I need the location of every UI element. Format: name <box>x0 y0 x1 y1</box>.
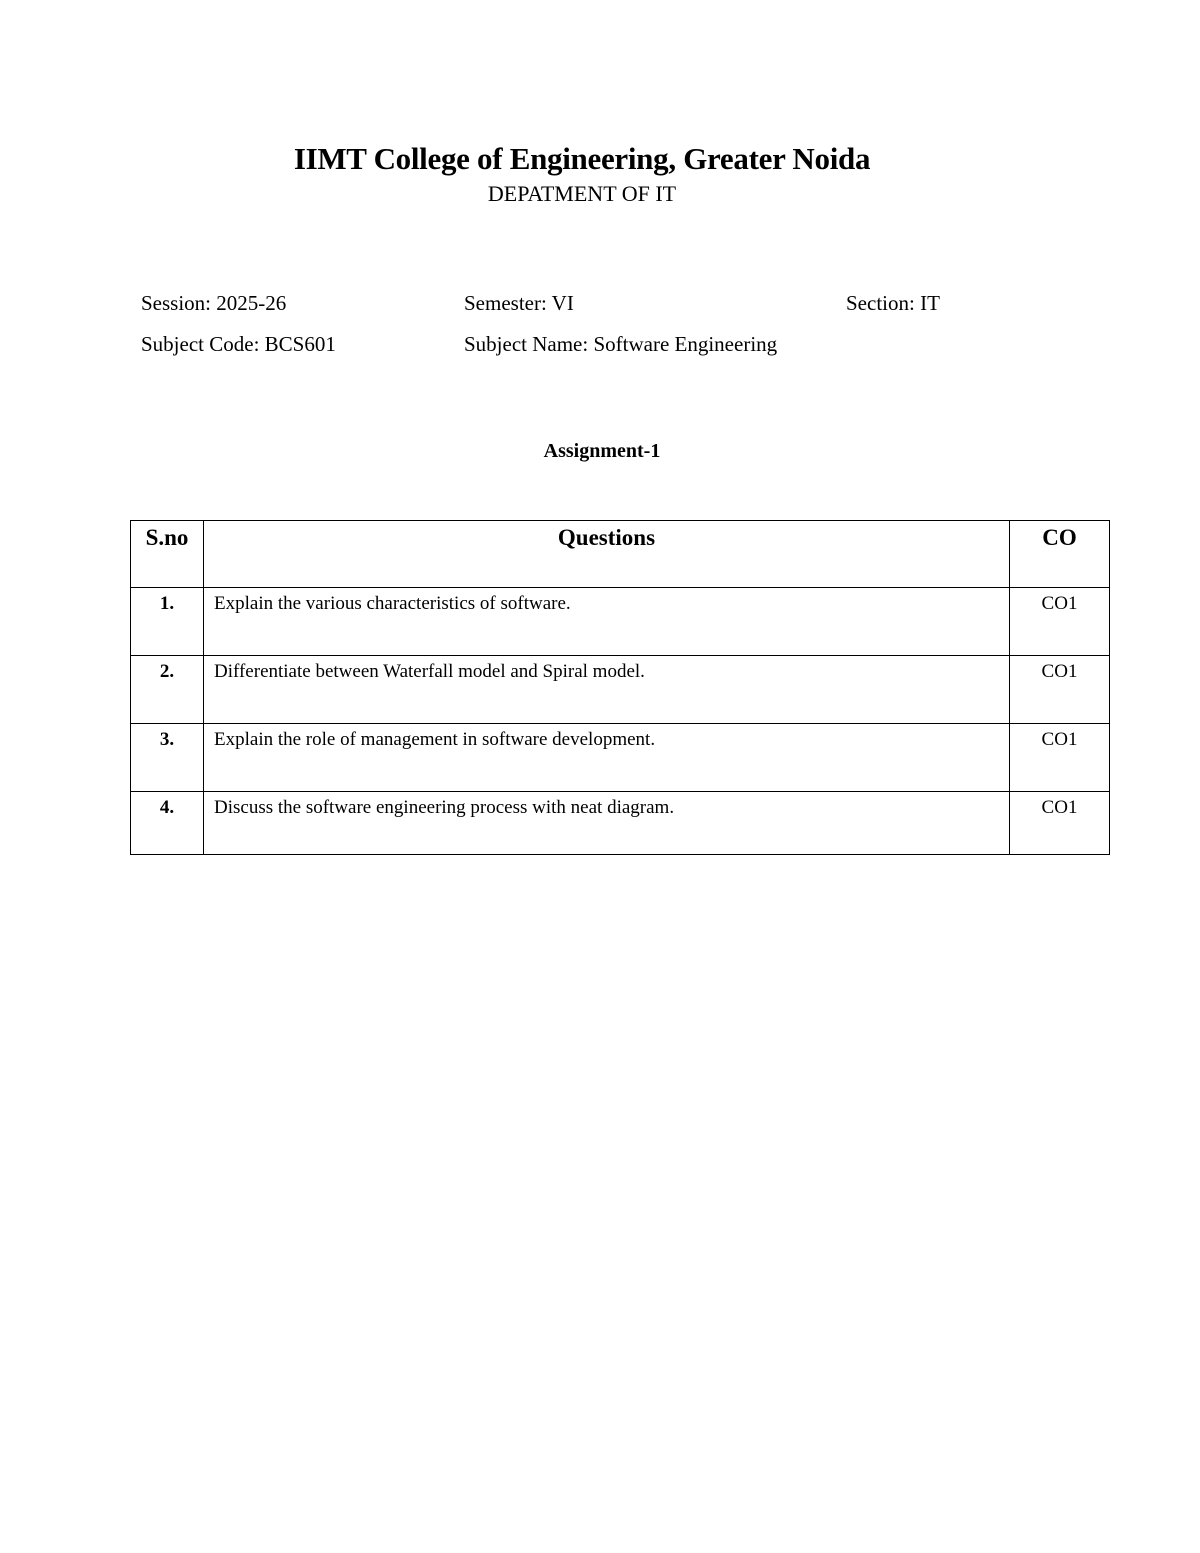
row-question: Differentiate between Waterfall model and Spiral model. <box>204 656 1010 724</box>
college-name: IIMT College of Engineering, Greater Noida <box>293 141 871 176</box>
section-info: Section: IT <box>846 291 940 315</box>
table-row <box>131 588 1110 656</box>
row-co: CO1 <box>1010 792 1110 855</box>
questions-table <box>130 520 1110 855</box>
row-sno: 2. <box>131 656 204 724</box>
semester-info: Semester: VI <box>464 291 574 315</box>
row-co: CO1 <box>1010 588 1110 656</box>
subject-name-info: Subject Name: Software Engineering <box>464 332 778 356</box>
table-row <box>131 656 1110 724</box>
row-co: CO1 <box>1010 724 1110 792</box>
row-sno: 3. <box>131 724 204 792</box>
table-header-row <box>131 521 1110 588</box>
row-sno: 1. <box>131 588 204 656</box>
row-question: Explain the various characteristics of software. <box>204 588 1010 656</box>
table-row <box>131 792 1110 855</box>
row-co: CO1 <box>1010 656 1110 724</box>
header-questions: Questions <box>204 521 1010 588</box>
row-sno: 4. <box>131 792 204 855</box>
row-question: Discuss the software engineering process with neat diagram. <box>204 792 1010 855</box>
assignment-title: Assignment-1 <box>543 440 661 462</box>
department-name: DEPATMENT OF IT <box>487 181 677 206</box>
header-sno: S.no <box>131 521 204 588</box>
subject-code-info: Subject Code: BCS601 <box>141 332 336 356</box>
row-question: Explain the role of management in software development. <box>204 724 1010 792</box>
session-info: Session: 2025-26 <box>141 291 287 315</box>
table-row <box>131 724 1110 792</box>
header-co: CO <box>1010 521 1110 588</box>
